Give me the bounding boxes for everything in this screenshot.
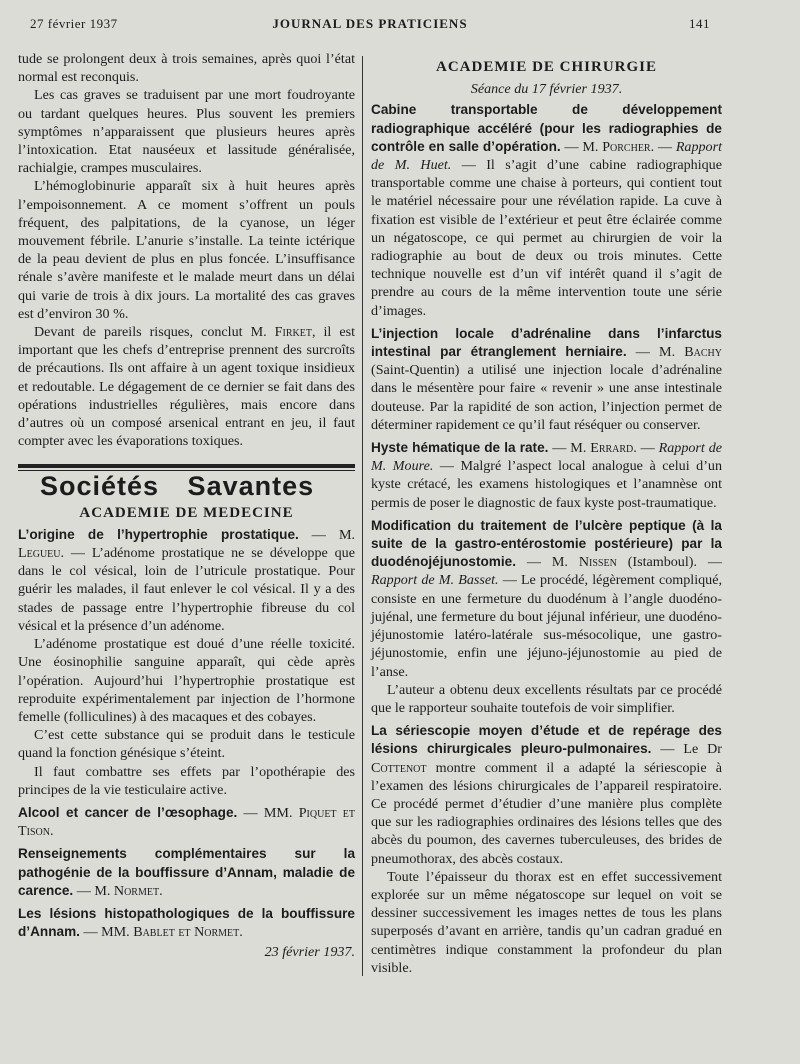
text: , il est important que les chefs d’entreprise prennent des surcroîts de précautions. Ils ont affaire à un agent toxique insidieux et redoutable. Le dégagement de ce dernier se fait dans des opérations industrielles régulières, mais encore dans d’autres où un composé arsenical entrant en jeu, il faut compter avec les évaporations toxiques. [18,324,355,450]
paragraph: L’auteur a obtenu deux excellents résultats par ce procédé que le rapporteur souhaite toutefois de voir simplifier. [371,681,722,716]
entry-author: M. Errard. [570,440,637,457]
entry-title: Cabine transportable de développement radiographique accéléré (pour les radiographies de contrôle en salle d’opération. [371,102,722,154]
entry-text: (Saint-Quentin) a utilisé une injection locale d’adrénaline dans le mésentère pour faire « revenir » une anse intestinale douteuse. Par la rapidité de son action, l’injection permet de déterminer rapidement ce qu’il faut réséquer ou conserver. [371,362,722,433]
entry-text: — L’adénome prostatique ne se développe que dans le col vésical, loin de l’utricule prostatique. Pour guérir les malades, il faut enlever le col vésical. Il y a des stades de passage entre l’hypertrophie fibreuse du col vésical et la présence d’un adénome. [18,545,355,634]
entry-text: — Il s’agit d’une cabine radiographique transportable comme une chaise à porteurs, qui contient tout le matériel nécessaire pour une révélation rapide. La cuve à fixation est visible de l’extérieur et peut être éclairée comme un négatoscope, ce qui permet au chirurgien de voir la radiographie au bout de deux ou trois minutes. Cette technique nouvelle est d’un vif intérêt quand il s’agit de prendre au cours de la même intervention toute une série d’images. [371,157,722,319]
entry: Modification du traitement de l’ulcère peptique (à la suite de la gastro-entérostomie postérieure) par la duodénojéjunostomie. — M. Nissen (Istamboul). — Rapport de M. Basset. — Le procédé, légèrement compliqué, consiste en une fermeture du duodénum à l’angle duodéno-jujénal, une fermeture du bout jéjunal inférieur, une duodéno-jéjunostomie latéro-latérale sus-mésocolique, une gastro-jéjunostomie, enfin une jéjuno-jéjunostomie au pied de l’anse. [371,517,722,680]
entry: Cabine transportable de développement radiographique accéléré (pour les radiographies de contrôle en salle d’opération. — M. Porcher. — Rapport de M. Huet. — Il s’agit d’une cabine radiographique transportable comme une chaise à porteurs, qui contient tout le matériel nécessaire pour une révélation rapide. La cuve à fixation est visible de l’extérieur et peut être éclairée comme un négatoscope, ce qui permet au chirurgien de voir la radiographie au bout de deux ou trois minutes. Cette technique nouvelle est d’un vif intérêt quand il s’agit de prendre au cours de la même intervention toute une série d’images. [371,102,723,319]
academy-heading: ACADEMIE DE MEDECINE [79,504,294,521]
left-column [18,50,355,962]
entry-author: M. Nissen [551,554,617,571]
page-number: 141 [689,16,710,31]
entry: L’injection locale d’adrénaline dans l’infarctus intestinal par étranglement herniaire. — M. Bachy (Saint-Quentin) a utilisé une injection locale d’adrénaline dans le mésentère pour faire « revenir » une anse intestinale douteuse. Par la rapidité de son action, l’injection permet de déterminer rapidement ce qu’il faut réséquer ou conserver. [371,325,722,433]
entry-author: M. Normet. [94,882,163,899]
entry-intro: Le Dr [683,741,722,758]
entry: La sériescopie moyen d’étude et de repérage des lésions chirurgicales pleuro-pulmonaires. — Le Dr Cottenot montre comment il a adapté la sériescopie à l’examen des lésions chirurgicales de l’appareil respiratoire. Ce procédé permet d’étudier d’une manière plus complète que sur les radiographies ordinaires des lésions telles que des abcès du poumon, des cavernes tuberculeuses, des brides de pneumothorax, des abcès costaux. [371,723,722,867]
author-name: Firket [274,324,312,341]
signature-date: 23 février 1937. [264,944,355,961]
entry: Les lésions histopathologiques de la bouffissure d’Annam. — MM. Bablet et Normet. [18,905,355,941]
entry-author: MM. Bablet et Normet. [101,924,243,941]
paragraph: C’est cette substance qui se produit dans le testicule quand la fonction génésique s’éteint. [18,727,355,762]
entry-title: La sériescopie moyen d’étude et de repérage des lésions chirurgicales pleuro-pulmonaires. [371,723,722,757]
entry: Alcool et cancer de l’œsophage. — MM. Piquet et Tison. [18,804,355,840]
paragraph: L’adénome prostatique est doué d’une réelle toxicité. Une éosinophilie sanguine apparaît, qui cède après l’opération. Aujourd’hui l’hypertrophie prostatique est reproduite expérimentalement par injection de l’hormone femelle (folliculines) à des macaques et des cobayes. [18,636,355,725]
paragraph: tude se prolongent deux à trois semaines, après quoi l’état normal est reconquis. [18,51,355,86]
entry: Hyste hématique de la rate. — M. Errard. — Rapport de M. Moure. — Malgré l’aspect local analogue à celui d’un kyste crétacé, les examens histologiques et l’anamnèse ont permis de poser le diagnostic de faux kyste post-traumatique. [371,440,723,511]
entry-author: M. Porcher. [582,138,655,155]
journal-title: JOURNAL DES PRATICIENS [272,16,468,31]
session-date: Séance du 17 février 1937. [470,81,623,98]
section-rule [18,464,355,471]
entry-author: M. Bachy [659,344,722,361]
paragraph: L’hémoglobinurie apparaît six à huit heures après l’empoisonnement. A ce moment s’offrent un pouls fréquent, des palpitations, de la cyanose, un léger mouvement fébrile. L’anurie s’installe. La teinte ictérique de la peau devient de plus en plus foncée. L’insuffisance rénale s’avère manifeste et le malade meurt dans un délai qui varie de trois à dix jours. La mortalité des cas graves est d’environ 30 %. [18,178,355,322]
entry-title: Hyste hématique de la rate. [371,440,549,456]
entry-author: Cottenot [371,759,427,776]
issue-date: 27 février 1937 [30,16,118,31]
text: Devant de pareils risques, conclut M. [34,324,267,341]
academy-heading: ACADEMIE DE CHIRURGIE [435,59,658,75]
entry-title: Les lésions histopathologiques de la bouffissure d’Annam. [18,905,355,940]
entry-title: L’injection locale d’adrénaline dans l’infarctus intestinal par étranglement herniaire. [371,325,722,360]
right-column [371,50,722,977]
entry-location: (Istamboul). [616,554,697,571]
entry-title: Renseignements complémentaires sur la pathogénie de la bouffissure d’Annam, maladie de carence. [18,846,355,898]
section-heading: Sociétés Savantes [40,471,315,502]
entry-text: — Le procédé, légèrement compliqué, consiste en une fermeture du duodénum à l’angle duodéno-jujénal, une fermeture du bout jéjunal inférieur, une duodéno-jéjunostomie latéro-latérale sus-mésocolique, une gastro-jéjunostomie, enfin une jéjuno-jéjunostomie au pied de l’anse. [371,572,722,680]
entry-author: M. Legueu. [18,526,355,562]
entry-rapport: Rapport de M. Moure. [371,440,723,475]
paragraph [18,323,355,450]
paragraph: Les cas graves se traduisent par une mort foudroyante ou tardant quelques heures. Plus souvent les premiers symptômes n’apparaissent que plusieurs heures après l’intoxication. Etat nauséeux et lassitude généralisée, rachialgie, crampes musculaires. [18,87,355,177]
entry-text: montre comment il a adapté la sériescopie à l’examen des lésions chirurgicales de l’appareil respiratoire. Ce procédé permet d’étudier d’une manière plus complète que sur les radiographies ordinaires des lésions telles que des abcès du poumon, des cavernes tuberculeuses, des brides de pneumothorax, des abcès costaux. [371,759,722,867]
paragraph: Il faut combattre ses effets par l’opothérapie des principes de la vie testiculaire active. [18,763,355,798]
column-divider [362,56,363,976]
entry-title: L’origine de l’hypertrophie prostatique. [18,526,299,542]
page-header [30,16,710,36]
entry-title: Alcool et cancer de l’œsophage. [18,804,238,820]
entry-rapport: Rapport de M. Huet. [371,138,723,174]
entry: L’origine de l’hypertrophie prostatique. — M. Legueu. — L’adénome prostatique ne se développe que dans le col vésical, loin de l’utricule prostatique. Pour guérir les malades, il faut enlever le col vésical. Il y a des stades de passage entre l’hypertrophie fibreuse du col vésical et la présence d’un adénome. [18,526,355,634]
entry-rapport: Rapport de M. Basset. [371,572,499,589]
rule-thick [18,464,355,468]
entry-text: — Malgré l’aspect local analogue à celui d’un kyste crétacé, les examens histologiques et l’anamnèse ont permis de poser le diagnostic de faux kyste post-traumatique. [371,458,722,511]
paragraph: Toute l’épaisseur du thorax est en effet successivement explorée sur un même négatoscope sur lequel on voit se dessiner successivement les images nettes de tous les plans superposés d’avant en arrière, tandis qu’un cadran gradué en centimètres indique constamment la profondeur du plan visible. [371,868,722,976]
entry-title: Modification du traitement de l’ulcère peptique (à la suite de la gastro-entérostomie postérieure) par la duodénojéjunostomie. [371,517,722,570]
entry-author: MM. Piquet et Tison. [18,804,355,840]
entry: Renseignements complémentaires sur la pathogénie de la bouffissure d’Annam, maladie de carence. — M. Normet. [18,846,355,899]
